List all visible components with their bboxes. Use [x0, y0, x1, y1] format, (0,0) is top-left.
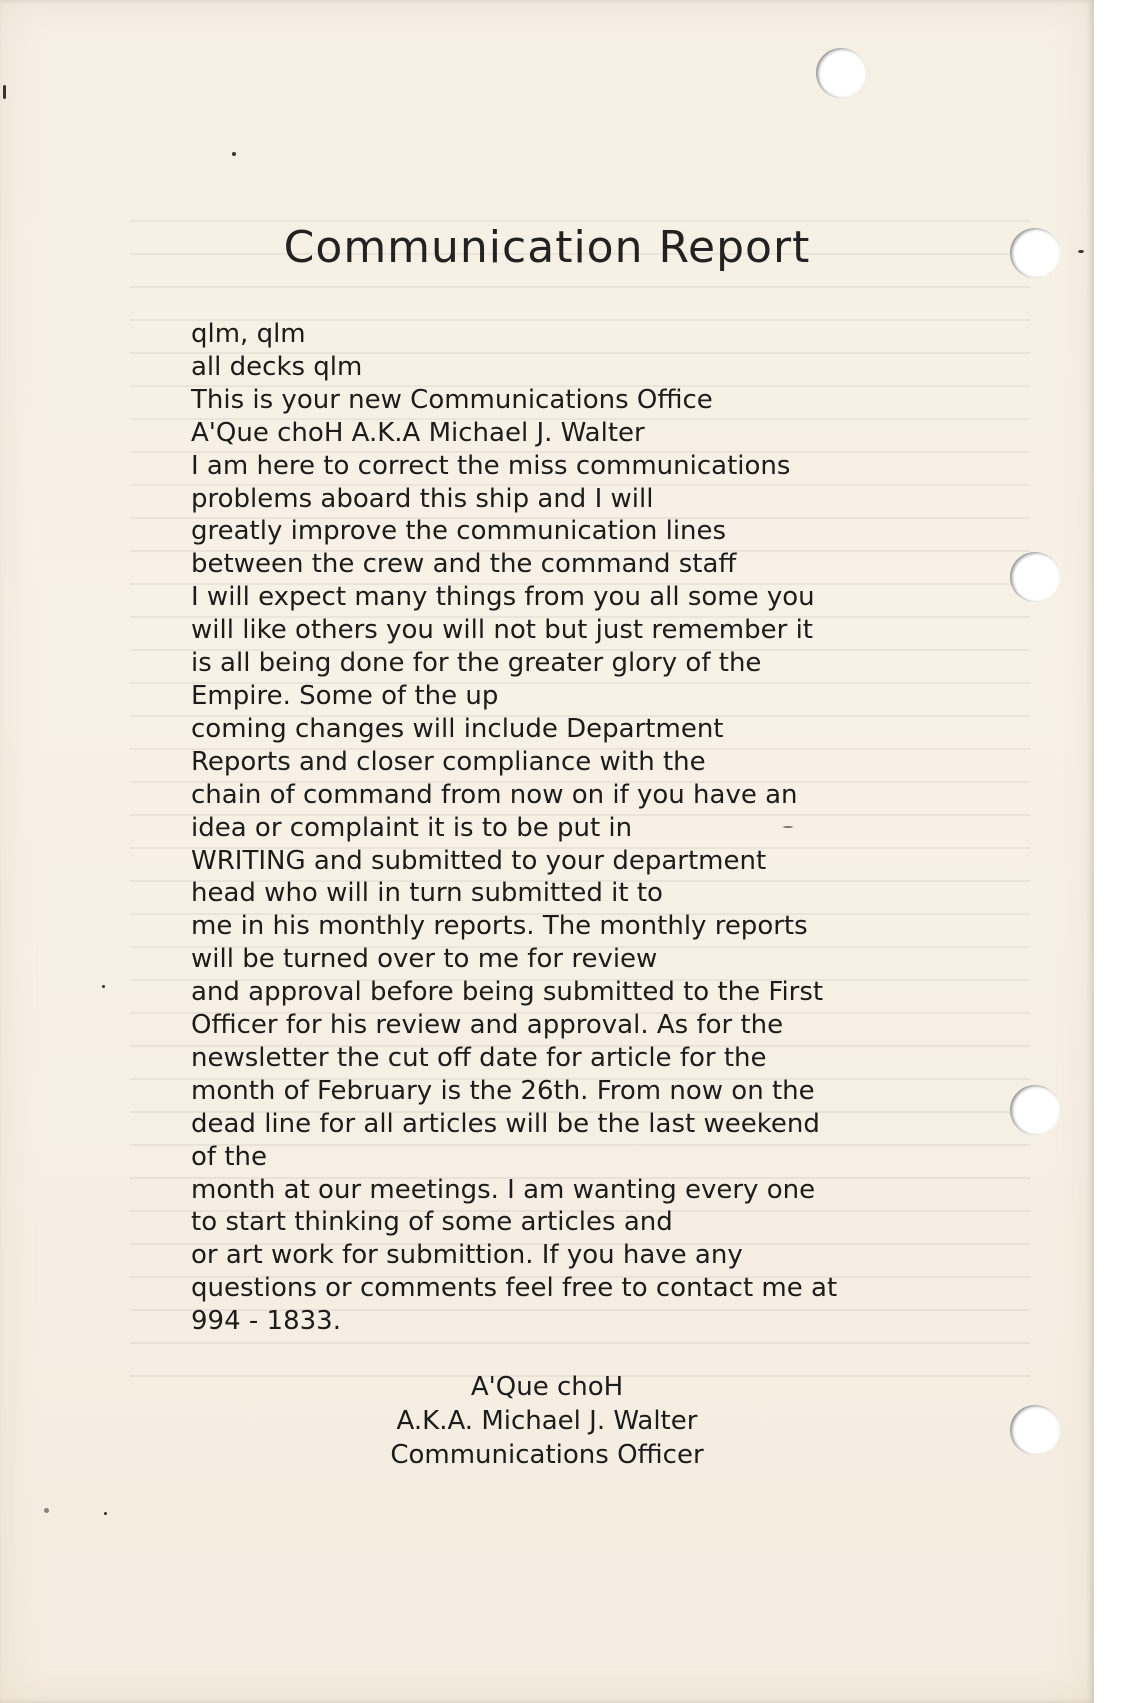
body-line: Reports and closer compliance with the — [191, 746, 706, 777]
body-line: I am here to correct the miss communications — [191, 450, 791, 481]
punch-hole — [1010, 1085, 1060, 1135]
punch-hole — [816, 48, 866, 98]
body-line: Officer for his review and approval. As for the — [191, 1010, 784, 1041]
body-line: I will expect many things from you all some you — [191, 582, 815, 613]
body-line: of the — [191, 1141, 267, 1172]
paper-speck — [104, 1512, 107, 1515]
body-line: between the crew and the command staff — [191, 549, 737, 580]
body-line: chain of command from now on if you have an — [191, 779, 798, 810]
report-body — [191, 318, 971, 1338]
document-title: Communication Report — [283, 222, 811, 273]
body-line: month of February is the 26th. From now on the — [191, 1075, 815, 1106]
body-line: newsletter the cut off date for article for the — [191, 1042, 767, 1073]
body-line: problems aboard this ship and I will — [191, 483, 654, 514]
body-line: dead line for all articles will be the last weekend — [191, 1108, 820, 1139]
body-line: head who will in turn submitted it to — [191, 878, 663, 909]
body-line: me in his monthly reports. The monthly reports — [191, 911, 808, 942]
body-line: WRITING and submitted to your department — [191, 845, 767, 876]
body-line: This is your new Communications Office — [191, 384, 713, 415]
signature-role: Communications Officer — [390, 1440, 704, 1470]
scan-margin — [1094, 0, 1125, 1703]
body-line: will be turned over to me for review — [191, 944, 658, 975]
body-line: coming changes will include Department — [191, 713, 724, 744]
body-line: will like others you will not but just remember it — [191, 615, 813, 646]
body-line: and approval before being submitted to the First — [191, 977, 824, 1008]
body-line: qlm, qlm — [191, 319, 306, 349]
punch-hole — [1010, 552, 1060, 602]
signature-aka: A.K.A. Michael J. Walter — [396, 1406, 698, 1436]
body-line: to start thinking of some articles and — [191, 1207, 673, 1238]
body-line: A'Que choH A.K.A Michael J. Walter — [191, 417, 645, 448]
body-line: all decks qlm — [191, 351, 363, 382]
body-line: idea or complaint it is to be put in — [191, 812, 633, 843]
body-line: or art work for submittion. If you have any — [191, 1240, 743, 1271]
paper-speck — [44, 1508, 49, 1513]
body-line: month at our meetings. I am wanting every one — [191, 1174, 816, 1205]
body-line: greatly improve the communication lines — [191, 516, 727, 547]
body-line: is all being done for the greater glory of the — [191, 648, 762, 679]
paper-speck — [102, 985, 105, 988]
signature-name: A'Que choH — [470, 1372, 624, 1402]
body-line: Empire. Some of the up — [191, 680, 499, 711]
body-line: questions or comments feel free to contact me at — [191, 1273, 838, 1304]
body-line: 994 - 1833. — [191, 1306, 341, 1337]
signature-block — [0, 1370, 1094, 1472]
paper-speck — [232, 152, 236, 156]
paper-speck — [3, 85, 6, 99]
